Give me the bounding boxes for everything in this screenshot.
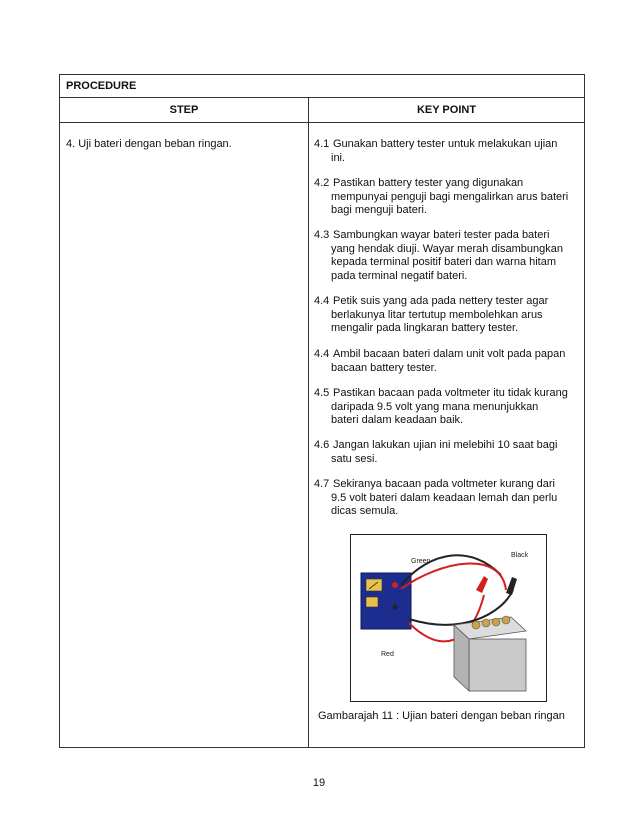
key-point-number: 4.2 — [314, 177, 330, 189]
key-point-item — [314, 229, 584, 283]
step-column-header: STEP — [169, 104, 199, 116]
black-label: Black — [511, 552, 529, 559]
key-point-number: 4.7 — [314, 478, 330, 490]
key-point-line: yang hendak diuji. Wayar merah disambungkan — [331, 242, 563, 255]
key-point-line: Petik suis yang ada pada nettery tester agar — [333, 295, 549, 307]
key-point-line: Pastikan bacaan pada voltmeter itu tidak kurang — [333, 387, 568, 399]
key-point-number: 4.4 — [314, 295, 330, 307]
key-point-line: mengalir pada lingkaran battery tester. — [331, 322, 519, 334]
key-point-number: 4.4 — [314, 348, 330, 360]
key-point-line: satu sesi. — [331, 452, 378, 465]
key-point-line: Pastikan battery tester yang digunakan — [333, 177, 524, 189]
green-label: Green — [411, 558, 431, 565]
key-point-item — [314, 387, 584, 428]
key-point-number: 4.5 — [314, 387, 330, 399]
key-point-line: berlakunya litar tertutup membolehkan arus — [331, 308, 543, 321]
key-point-line: 9.5 volt bateri dalam keadaan lemah dan perlu — [331, 491, 558, 504]
key-point-line: bacaan battery tester. — [331, 361, 437, 374]
red-label: Red — [381, 651, 394, 658]
key-point-number: 4.6 — [314, 439, 330, 451]
key-point-line: dicas semula. — [331, 505, 399, 517]
step-text: 4. Uji bateri dengan beban ringan. — [66, 138, 232, 150]
column-divider — [308, 98, 309, 748]
key-point-item — [314, 138, 584, 165]
battery-test-illustration — [351, 535, 546, 701]
key-point-line: Ambil bacaan bateri dalam unit volt pada papan — [333, 348, 566, 360]
procedure-header-row — [60, 75, 584, 98]
key-point-number: 4.3 — [314, 229, 330, 241]
column-header-row — [60, 98, 584, 123]
key-point-item — [314, 439, 584, 466]
page-number: 19 — [312, 777, 326, 789]
key-point-line: Gunakan battery tester untuk melakukan ujian — [333, 138, 558, 150]
key-point-line: pada terminal negatif bateri. — [331, 269, 468, 282]
procedure-table — [59, 74, 585, 748]
key-point-item — [314, 478, 584, 519]
battery-test-figure — [350, 534, 547, 702]
key-point-item — [314, 348, 584, 375]
section-title: PROCEDURE — [66, 80, 137, 92]
key-point-item — [314, 295, 584, 336]
key-point-item — [314, 177, 584, 218]
key-point-line: Sekiranya bacaan pada voltmeter kurang dari — [333, 478, 555, 490]
key-point-line: mempunyai penguji bagi mengalirkan arus bateri — [331, 190, 569, 203]
key-point-line: ini. — [331, 151, 346, 164]
key-point-line: kepada terminal positif bateri dan warna hitam — [331, 256, 557, 268]
key-point-line: bateri dalam keadaan baik. — [331, 414, 464, 426]
key-point-column-header: KEY POINT — [416, 104, 477, 116]
figure-caption: Gambarajah 11 : Ujian bateri dengan beban ringan — [318, 710, 565, 722]
key-point-number: 4.1 — [314, 138, 330, 150]
key-point-line: daripada 9.5 volt yang mana menunjukkan — [331, 400, 539, 413]
key-point-line: Jangan lakukan ujian ini melebihi 10 saat bagi — [333, 439, 558, 451]
key-point-line: Sambungkan wayar bateri tester pada bateri — [333, 229, 550, 241]
key-point-line: bagi menguji bateri. — [331, 204, 428, 216]
